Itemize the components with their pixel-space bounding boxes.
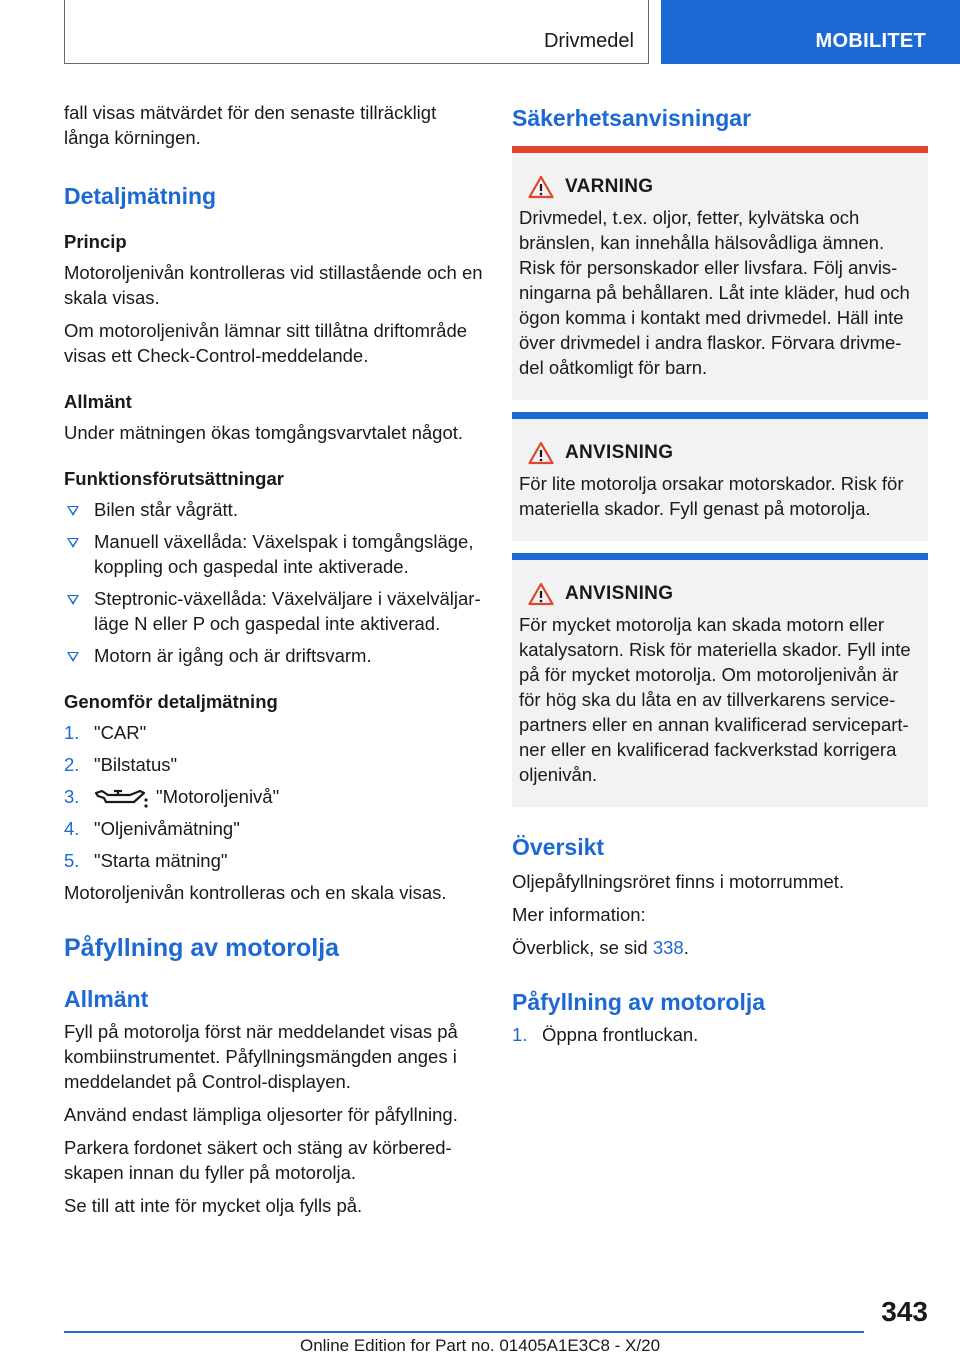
list-item: Manuell växellåda: Växelspak i tomgångsläge, koppling och gaspedal inte aktiverade. xyxy=(64,529,484,579)
right-column xyxy=(512,100,928,1054)
heading-pafyllning-av-motorolja: Påfyllning av motorolja xyxy=(64,934,340,962)
notice-box-1 xyxy=(512,412,928,541)
heading-princip: Princip xyxy=(64,231,127,252)
heading-oversikt: Översikt xyxy=(512,834,605,860)
notice-title-2: ANVISNING xyxy=(565,583,674,604)
list-item: 1. Öppna frontluckan. xyxy=(512,1024,699,1045)
list-item: 1. "CAR" xyxy=(64,722,147,743)
warning-box xyxy=(512,146,928,400)
footer-divider xyxy=(64,1331,864,1333)
pafyllning-text-1: Fyll på motorolja först när meddelandet visas på kombiinstrumentet. Påfyllningsmängden anges i meddelandet på Control-displayen. xyxy=(64,1021,458,1092)
allmant-text: Under mätningen ökas tomgångsvarvtalet något. xyxy=(64,422,464,443)
list-item: Steptronic-växellåda: Växelväljare i växelväljar- läge N eller P och gaspedal inte aktiverad. xyxy=(64,586,484,636)
header-section-tab xyxy=(64,0,649,64)
footer-edition: Online Edition for Part no. 01405A1E3C8 - X/20 xyxy=(299,1336,661,1355)
header-section-title: Drivmedel xyxy=(543,30,634,52)
heading-genomfor-detaljmatning: Genomför detaljmätning xyxy=(64,691,278,712)
notice-bar xyxy=(512,412,928,419)
heading-funktionsforutsattningar: Funktionsförutsättningar xyxy=(64,468,284,489)
oversikt-text-1: Oljepåfyllningsröret finns i motorrummet. xyxy=(512,871,845,892)
bullet-triangle-icon xyxy=(67,506,79,516)
heading-allmant: Allmänt xyxy=(64,391,132,412)
list-item: Bilen står vågrätt. xyxy=(64,497,484,522)
notice-triangle-icon xyxy=(528,582,554,606)
pafyllning-text-4: Se till att inte för mycket olja fylls på. xyxy=(64,1195,363,1216)
list-item: Motorn är igång och är driftsvarm. xyxy=(64,643,484,668)
page-reference-link[interactable]: 338 xyxy=(652,937,684,958)
pafyllning-text-2: Använd endast lämpliga oljesorter för påfyllning. xyxy=(64,1104,458,1125)
notice-box-2 xyxy=(512,553,928,807)
header-chapter-tab xyxy=(661,0,960,64)
bullet-triangle-icon xyxy=(67,595,79,605)
heading-sakerhetsanvisningar: Säkerhetsanvisningar xyxy=(512,105,752,131)
pafyllning-text-3: Parkera fordonet säkert och stäng av körbered- skapen innan du fyller på motorolja. xyxy=(64,1137,452,1183)
list-item: 5. "Starta mätning" xyxy=(64,850,228,871)
notice-triangle-icon xyxy=(528,441,554,465)
oil-can-icon xyxy=(94,788,148,808)
notice-title-1: ANVISNING xyxy=(565,442,674,463)
list-item: 4. "Oljenivåmätning" xyxy=(64,818,240,839)
fill-steps-list xyxy=(512,1022,928,1047)
warning-triangle-icon xyxy=(528,175,554,199)
steps-list xyxy=(64,720,484,873)
heading-detaljmatning: Detaljmätning xyxy=(64,183,217,209)
oversikt-text-3: Överblick, se sid 338. xyxy=(512,937,689,958)
header-chapter-title: MOBILITET xyxy=(815,30,926,52)
steps-result-text: Motoroljenivån kontrolleras och en skala visas. xyxy=(64,882,447,903)
warning-text: Drivmedel, t.ex. oljor, fetter, kylvätska och bränslen, kan innehålla hälsovådliga ämnen. Risk för personskador eller livsfara. Följ anvis- ningarna på behållaren. Låt inte kläder, hud och ögon komma i kontakt med drivmedel. Häll inte över drivmedel i andra flaskor. Förvara drivme- del oåtkomligt för barn. xyxy=(519,207,910,378)
left-column xyxy=(64,100,484,1226)
heading-allmant-2: Allmänt xyxy=(64,986,149,1012)
bullet-triangle-icon xyxy=(67,538,79,548)
princip-text-2: Om motoroljenivån lämnar sitt tillåtna driftområde visas ett Check-Control-meddelande. xyxy=(64,320,468,366)
oversikt-text-2: Mer information: xyxy=(512,904,646,925)
requirements-list xyxy=(64,497,484,668)
princip-text-1: Motoroljenivån kontrolleras vid stillastående och en skala visas. xyxy=(64,262,483,308)
heading-pafyllning-av-motorolja-2: Påfyllning av motorolja xyxy=(512,989,766,1015)
warning-title: VARNING xyxy=(565,176,654,197)
intro-text: fall visas mätvärdet för den senaste tillräckligt långa körningen. xyxy=(64,102,437,148)
page-number: 343 xyxy=(881,1296,928,1327)
bullet-triangle-icon xyxy=(67,652,79,662)
list-item: 2. "Bilstatus" xyxy=(64,754,178,775)
notice-text-1: För lite motorolja orsakar motorskador. Risk för materiella skador. Fyll genast på motorolja. xyxy=(519,473,904,519)
notice-text-2: För mycket motorolja kan skada motorn eller katalysatorn. Risk för materiella skador. Fyll inte på för mycket motorolja. Om motoroljenivån är för hög ska du låta en av tillverkarens service- partners eller en annan kvalificerad servicepart- ner eller en kvalificerad fackverkstad korrigera oljenivån. xyxy=(519,614,911,785)
warning-bar xyxy=(512,146,928,153)
notice-bar xyxy=(512,553,928,560)
list-item: 3. "Motoroljenivå" xyxy=(64,786,280,807)
